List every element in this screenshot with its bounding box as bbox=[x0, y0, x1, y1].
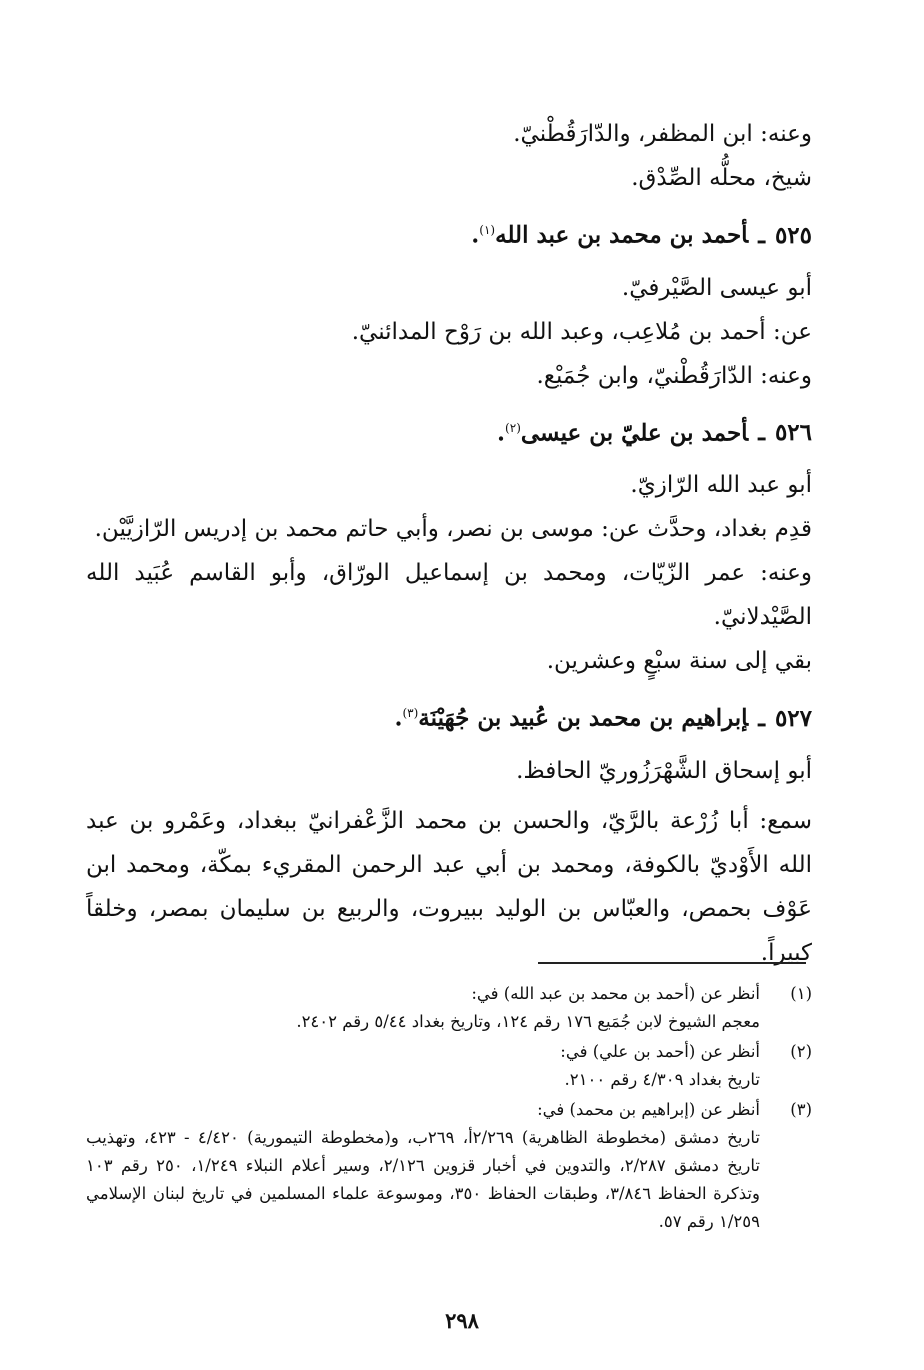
entry-name: إبراهيم بن محمد بن عُبيد بن جُهَيْنَة bbox=[418, 704, 749, 732]
footnote-line: أنظر عن (أحمد بن محمد بن عبد الله) في: bbox=[471, 984, 760, 1003]
footnote bbox=[86, 1038, 812, 1094]
entry-heading bbox=[86, 691, 812, 741]
entry-number: ٥٢٦ bbox=[774, 419, 812, 447]
text-paragraph: سمع: أبا زُرْعة بالرَّيّ، والحسن بن محمد الزَّعْفرانيّ ببغداد، وعَمْرو بن عبد الله الأَوْديّ بالكوفة، ومحمد بن أبي عبد الرحمن المقريء بمكّة، ومحمد ابن عَوْف بحمص، والعبّاس بن الوليد ببيروت، والربيع بن سليمان بمصر، وخلقاً كبيراً. bbox=[86, 807, 812, 966]
page-number: ٢٩٨ bbox=[445, 1308, 479, 1333]
text-paragraph: وعنه: عمر الزّيّات، ومحمد بن إسماعيل الورّاق، وأبو القاسم عُبَيد الله الصَّيْدلانيّ. bbox=[86, 560, 812, 631]
footnote-body bbox=[86, 1096, 760, 1236]
text-line: بقي إلى سنة سبْعٍ وعشرين. bbox=[546, 648, 812, 675]
footnote-body bbox=[86, 1038, 760, 1094]
footnote-line: معجم الشيوخ لابن جُمَيع ١٧٦ رقم ١٢٤، وتاريخ بغداد ٥/٤٤ رقم ٢٤٠٢. bbox=[296, 1012, 760, 1031]
main-text bbox=[86, 112, 812, 975]
entry-heading bbox=[86, 208, 812, 258]
entry-number: ٥٢٥ bbox=[774, 221, 812, 249]
footnote-number: (٢) bbox=[790, 1042, 812, 1061]
text-line: أبو عبد الله الرّازيّ. bbox=[630, 472, 812, 499]
footnote bbox=[86, 1096, 812, 1236]
footnote-paragraph: تاريخ دمشق (مخطوطة الظاهرية) ٢/٢٦٩أ، ٢٦٩ب، و(مخطوطة التيمورية) ٤/٤٢٠ - ٤٢٣، وتهذيب تاريخ دمشق ٢/٢٨٧، والتدوين في أخبار قزوين ٢/١٢٦، وسير أعلام النبلاء ١/٢٤٩، ٢٥٠ رقم ١٠٣ وتذكرة الحفاظ ٣/٨٤٦، وطبقات الحفاظ ٣٥٠، وموسوعة علماء المسلمين في تاريخ لبنان الإسلامي ١/٢٥٩ رقم ٥٧. bbox=[86, 1128, 760, 1231]
text-line: شيخ، محلُّه الصِّدْق. bbox=[631, 165, 812, 191]
entry-tail: . bbox=[497, 419, 506, 447]
footnote-number: (٣) bbox=[790, 1100, 812, 1119]
text-line: أبو إسحاق الشَّهْرَزُوريّ الحافظ. bbox=[516, 757, 812, 784]
text-line: وعنه: ابن المظفر، والدّارَقُطْنيّ. bbox=[513, 121, 812, 147]
footnote-ref: (٢) bbox=[505, 420, 521, 435]
footnote-ref: (٣) bbox=[402, 706, 419, 721]
entry-name: أحمد بن محمد بن عبد الله bbox=[495, 221, 749, 249]
entry-dash: ـ bbox=[758, 704, 765, 732]
footnote bbox=[86, 980, 812, 1036]
entry-heading bbox=[86, 406, 812, 456]
entry-dash: ـ bbox=[758, 419, 765, 447]
text-line: عن: أحمد بن مُلاعِب، وعبد الله بن رَوْح المدائنيّ. bbox=[351, 318, 812, 345]
entry-dash: ـ bbox=[758, 221, 765, 249]
entry-name: أحمد بن عليّ بن عيسى bbox=[520, 419, 749, 447]
footnote-line: تاريخ بغداد ٤/٣٠٩ رقم ٢١٠٠. bbox=[564, 1070, 760, 1089]
entry-number: ٥٢٧ bbox=[774, 704, 812, 732]
footnote-ref: (١) bbox=[479, 223, 496, 237]
entry-tail: . bbox=[394, 704, 403, 732]
footnote-line: أنظر عن (إبراهيم بن محمد) في: bbox=[537, 1100, 760, 1119]
footnotes bbox=[86, 980, 812, 1238]
text-paragraph: قدِم بغداد، وحدَّث عن: موسى بن نصر، وأبي حاتم محمد بن إدريس الرّازيَّيْن. bbox=[94, 516, 812, 543]
footnote-number: (١) bbox=[790, 984, 812, 1003]
footnote-body bbox=[86, 980, 760, 1036]
text-line: أبو عيسى الصَّيْرفيّ. bbox=[621, 274, 812, 301]
footnote-divider bbox=[538, 962, 806, 964]
text-line: وعنه: الدّارَقُطْنيّ، وابن جُمَيْع. bbox=[536, 362, 812, 389]
entry-tail: . bbox=[471, 221, 480, 249]
footnote-line: أنظر عن (أحمد بن علي) في: bbox=[560, 1042, 760, 1061]
